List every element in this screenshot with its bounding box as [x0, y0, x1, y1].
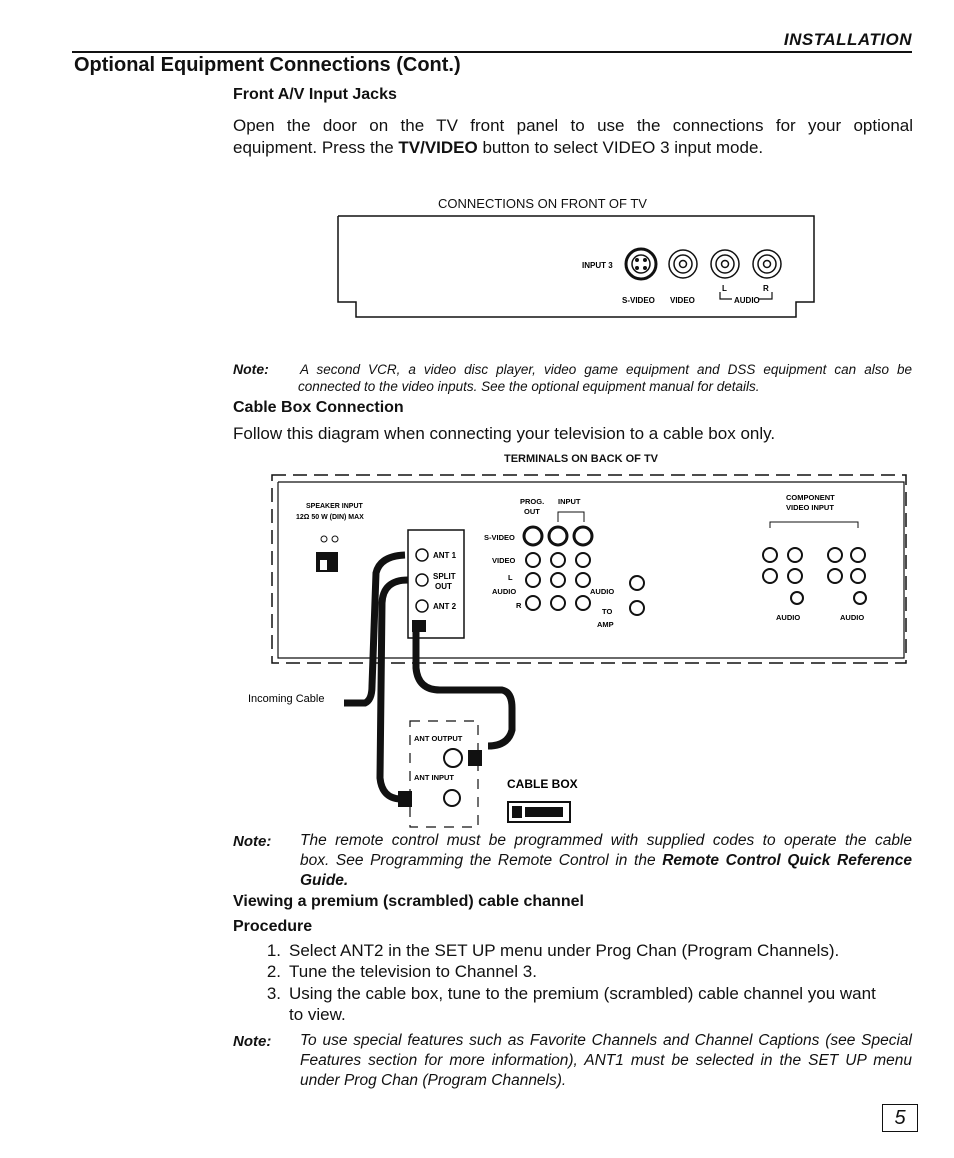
premium-heading: Viewing a premium (scrambled) cable channel — [233, 893, 584, 910]
tv-video-button-label: TV/VIDEO — [398, 138, 478, 157]
front-av-para-line-2 — [233, 137, 763, 159]
para-text: button to select VIDEO 3 input mode. — [477, 138, 764, 157]
audio-r-label: R — [763, 284, 769, 293]
component-label-1: COMPONENT — [786, 493, 835, 502]
svideo-label: S-VIDEO — [622, 296, 655, 305]
header-rule — [72, 51, 912, 53]
component-audio-1: AUDIO — [776, 613, 801, 622]
para-text: equipment. Press the — [233, 138, 399, 157]
video-back-label: VIDEO — [492, 556, 516, 565]
procedure-heading: Procedure — [233, 918, 313, 935]
front-av-para-line-1: Open the door on the TV front panel to use the connections for your optional — [233, 116, 913, 135]
note-3-line-3: under Prog Chan (Program Channels). — [300, 1072, 567, 1089]
amp-label: AMP — [597, 620, 614, 629]
note-text: box. See Programming the Remote Control in the — [300, 852, 663, 869]
audio-r-back: R — [516, 601, 522, 610]
incoming-cable-label: Incoming Cable — [248, 693, 325, 705]
list-text: Select ANT2 in the SET UP menu under Prog Chan (Program Channels). — [289, 941, 840, 960]
list-item — [257, 940, 917, 961]
note-label-2: Note: — [233, 833, 272, 850]
note-label-3: Note: — [233, 1033, 272, 1050]
ant-output-label: ANT OUTPUT — [414, 734, 463, 743]
note-2-line-2 — [300, 851, 912, 871]
audio-back-label: AUDIO — [492, 587, 517, 596]
list-num: 2. — [266, 962, 281, 981]
speaker-label-1: SPEAKER INPUT — [306, 503, 363, 510]
audio-l-label: L — [722, 284, 727, 293]
note-2-line-3: Guide. — [300, 872, 349, 889]
input3-label: INPUT 3 — [582, 261, 613, 270]
cable-box-para: Follow this diagram when connecting your television to a cable box only. — [233, 424, 776, 443]
split-label: SPLIT — [433, 572, 456, 581]
list-num: 1. — [266, 941, 281, 960]
note-2-line-1: The remote control must be programmed with supplied codes to operate the cable — [300, 832, 912, 849]
note-label-1: Note: — [233, 361, 269, 377]
split-out-label: OUT — [435, 582, 452, 591]
page-title: Optional Equipment Connections (Cont.) — [74, 54, 461, 76]
note-1-line-2: connected to the video inputs. See the optional equipment manual for details. — [298, 379, 760, 394]
note-3-line-1: To use special features such as Favorite Channels and Channel Captions (see Special — [300, 1032, 912, 1049]
prog-out-label: OUT — [524, 507, 540, 516]
ant1-label: ANT 1 — [433, 551, 457, 560]
svideo-back-label: S-VIDEO — [484, 533, 515, 542]
section-header: INSTALLATION — [783, 30, 912, 49]
component-audio-2: AUDIO — [840, 613, 865, 622]
component-label-2: VIDEO INPUT — [786, 503, 834, 512]
ant2-label: ANT 2 — [433, 602, 457, 611]
list-item — [257, 961, 917, 982]
back-diagram-caption: TERMINALS ON BACK OF TV — [504, 453, 658, 465]
amp-audio-label: AUDIO — [590, 587, 615, 596]
speaker-label-2: 12Ω 50 W (DIN) MAX — [296, 514, 364, 521]
page-number: 5 — [882, 1104, 918, 1132]
front-diagram-caption: CONNECTIONS ON FRONT OF TV — [438, 196, 647, 211]
list-num: 3. — [266, 984, 281, 1003]
back-panel-diagram — [240, 468, 916, 830]
reference-guide-name: Remote Control Quick Reference — [662, 852, 912, 869]
list-text: Tune the television to Channel 3. — [289, 962, 537, 981]
input-label: INPUT — [558, 497, 581, 506]
front-av-heading: Front A/V Input Jacks — [233, 86, 397, 103]
front-panel-diagram — [336, 214, 818, 322]
prog-label: PROG. — [520, 497, 545, 506]
audio-label: AUDIO — [734, 296, 760, 305]
note-3-line-2: Features section for more information), ANT1 must be selected in the SET UP menu — [300, 1052, 912, 1069]
list-item — [257, 983, 917, 1025]
cable-box-label: CABLE BOX — [507, 777, 578, 791]
cable-box-heading: Cable Box Connection — [233, 399, 404, 416]
list-text: Using the cable box, tune to the premium (scrambled) cable channel you want — [289, 984, 876, 1003]
list-text-cont: to view. — [289, 1005, 346, 1024]
audio-l-back: L — [508, 573, 513, 582]
ant-input-label: ANT INPUT — [414, 773, 454, 782]
note-1-line-1: A second VCR, a video disc player, video game equipment and DSS equipment can also be — [300, 362, 912, 377]
to-label: TO — [602, 607, 613, 616]
video-label: VIDEO — [670, 296, 695, 305]
